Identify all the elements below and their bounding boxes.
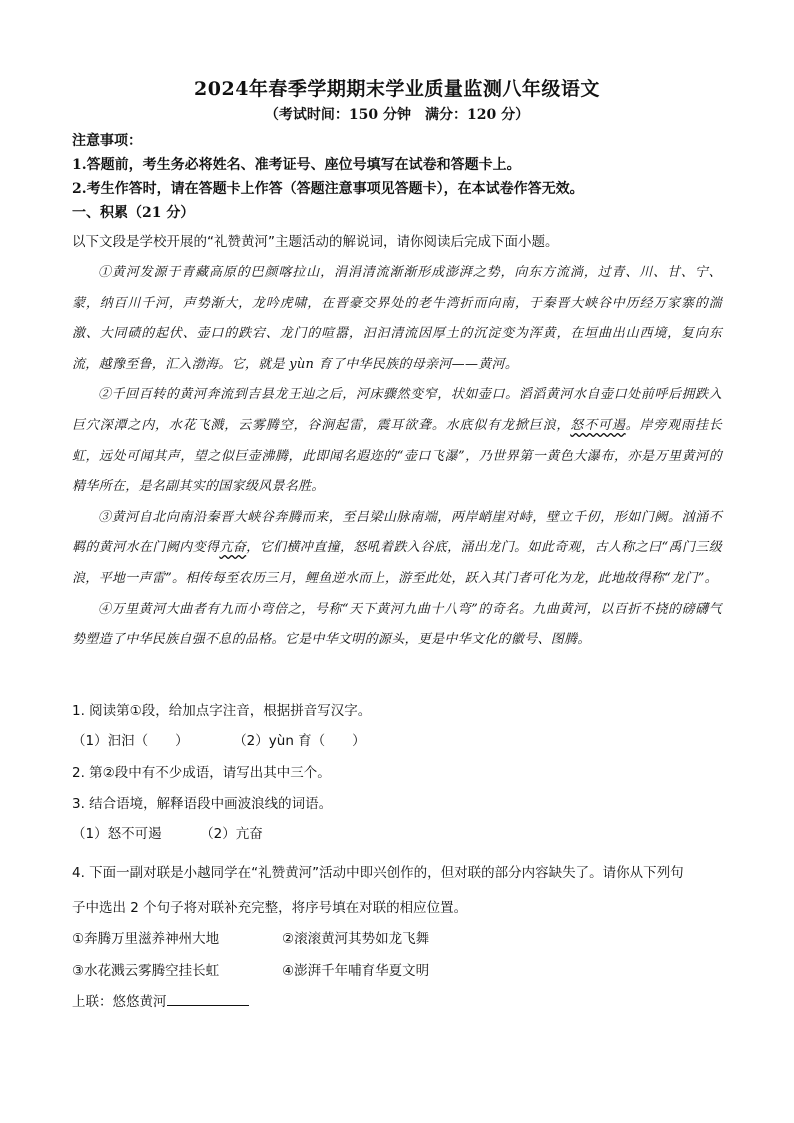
couplet-upper bbox=[72, 991, 732, 1013]
notice-heading: 注意事项： bbox=[72, 133, 142, 149]
section-heading: 一、积累（21 分） bbox=[72, 205, 195, 221]
question-4-line-1: 4. 下面一副对联是小越同学在“礼赞黄河”活动中即兴创作的，但对联的部分内容缺失了。请你从下列句 bbox=[72, 865, 684, 881]
wavy-underlined-word: 怒不可遏 bbox=[570, 417, 626, 433]
notice-item-1: 1.答题前，考生务必将姓名、准考证号、座位号填写在试卷和答题卡上。 bbox=[72, 157, 521, 173]
exam-info: （考试时间：150 分钟 满分：120 分） bbox=[264, 107, 530, 123]
notice-item-2: 2.考生作答时，请在答题卡上作答（答题注意事项见答题卡），在本试卷作答无效。 bbox=[72, 181, 584, 197]
question-3-item-a: （1）怒不可遏 bbox=[72, 826, 162, 842]
passage bbox=[72, 258, 722, 656]
option-4: ④澎湃千年哺育华夏文明 bbox=[282, 963, 430, 979]
passage-paragraph-2: ②千回百转的黄河奔流到吉县龙王辿之后，河床骤然变窄，状如壶口。滔滔黄河水自壶口处前呼后拥跌入巨穴深潭之内，水花飞溅，云雾腾空，谷涧起雷，震耳欲聋。水底似有龙掀巨浪，怒不可遏。岸旁观雨挂长虹，远处可闻其声，望之似巨壶沸腾，此即闻名遐迩的“壶口飞瀑”，乃世界第一黄色大瀑布，亦是万里黄河的精华所在，是名副其实的国家级风景名胜。 bbox=[72, 387, 723, 495]
question-2: 2. 第②段中有不少成语，请写出其中三个。 bbox=[72, 765, 331, 781]
wavy-underlined-word: 亢奋 bbox=[219, 540, 247, 556]
question-1-items bbox=[72, 730, 732, 752]
answer-blank[interactable] bbox=[167, 991, 249, 1006]
option-3: ③水花溅云雾腾空挂长虹 bbox=[72, 963, 220, 979]
option-2: ②滚滚黄河其势如龙飞舞 bbox=[282, 931, 430, 947]
question-3-items bbox=[72, 823, 732, 845]
section-intro: 以下文段是学校开展的“礼赞黄河”主题活动的解说词，请你阅读后完成下面小题。 bbox=[72, 234, 559, 250]
page-title: 2024年春季学期期末学业质量监测八年级语文 bbox=[194, 78, 600, 100]
passage-paragraph-1: ①黄河发源于青藏高原的巴颜喀拉山，涓涓清流渐渐形成澎湃之势，向东方流淌，过青、川、甘、宁、蒙，纳百川千河，声势渐大，龙吟虎啸，在晋豪交界处的老牛湾折而向南，于秦晋大峡谷中历经万家寨的湍激、大同碛的起伏、壶口的跌宕、龙门的喧嚣，汩汩清流因厚土的沉淀变为浑黄，在垣曲出山西境，复向东流，越豫至鲁，汇入渤海。它，就是 yùn 育了中华民族的母亲河——黄河。 bbox=[72, 265, 722, 372]
options-row-2 bbox=[72, 960, 732, 982]
question-1: 1. 阅读第①段，给加点字注音，根据拼音写汉字。 bbox=[72, 703, 372, 719]
question-4-line-2: 子中选出 2 个句子将对联补充完整，将序号填在对联的相应位置。 bbox=[72, 900, 468, 916]
couplet-upper-label: 上联：悠悠黄河 bbox=[72, 994, 167, 1010]
option-1: ①奔腾万里滋养神州大地 bbox=[72, 931, 220, 947]
passage-paragraph-4: ④万里黄河大曲者有九而小弯倍之，号称“天下黄河九曲十八弯”的奇名。九曲黄河，以百折不挠的磅礴气势塑造了中华民族自强不息的品格。它是中华文明的源头，更是中华文化的徽号、图腾。 bbox=[72, 601, 722, 648]
question-1-item-b: （2）yùn 育（ ） bbox=[233, 733, 366, 749]
options-row-1 bbox=[72, 928, 732, 950]
question-3: 3. 结合语境，解释语段中画波浪线的词语。 bbox=[72, 796, 333, 812]
question-3-item-b: （2）亢奋 bbox=[200, 826, 263, 842]
question-1-item-a: （1）汩汩（ ） bbox=[72, 733, 189, 749]
passage-paragraph-3: ③黄河自北向南沿秦晋大峡谷奔腾而来，至吕梁山脉南端，两岸峭崖对峙，壁立千仞，形如门阙。汹涌不羁的黄河水在门阙内变得亢奋，它们横冲直撞，怒吼着跌入谷底，涌出龙门。如此奇观，古人称之曰“禹门三级浪，平地一声雷”。相传每至农历三月，鲤鱼逆水而上，游至此处，跃入其门者可化为龙，此地故得称“龙门”。 bbox=[72, 509, 722, 586]
